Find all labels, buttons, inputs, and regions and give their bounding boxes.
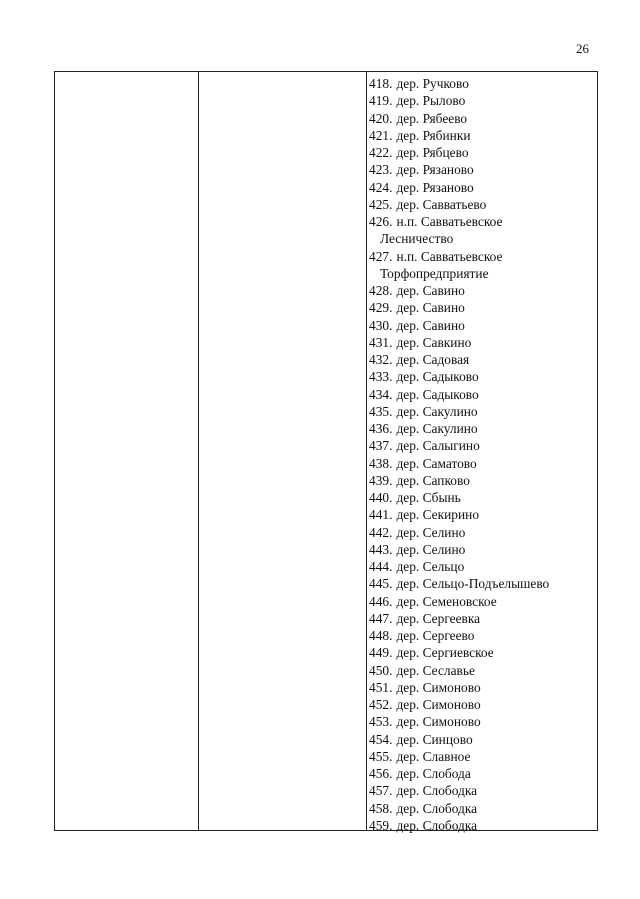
entry-number: 449. [369, 645, 393, 661]
list-item [369, 782, 595, 799]
list-item [369, 179, 595, 196]
list-item [369, 127, 595, 144]
entry-name: дер. Саматово [396, 455, 477, 471]
entry-number: 453. [369, 714, 393, 730]
entry-number: 455. [369, 748, 393, 764]
entry-name: дер. Рылово [396, 93, 466, 109]
list-item [369, 403, 595, 420]
entry-number: 433. [369, 369, 393, 385]
entry-name: дер. Сеславье [396, 662, 475, 678]
list-item [369, 472, 595, 489]
entry-number: 437. [369, 438, 393, 454]
list-item [369, 489, 595, 506]
page-number: 26 [576, 41, 589, 56]
list-item [369, 541, 595, 558]
entry-number: 448. [369, 628, 393, 643]
list-item [369, 248, 595, 283]
entry-number: 427. [369, 248, 393, 264]
entry-number: 442. [369, 524, 393, 540]
entry-name: дер. Садыково [396, 369, 479, 385]
entry-number: 459. [369, 817, 393, 833]
entry-name: дер. Сергеевка [396, 610, 481, 626]
list-item [369, 817, 595, 834]
entry-name: дер. Симоново [396, 697, 481, 712]
entry-name-continuation: Лесничество [380, 231, 454, 247]
entry-number: 421. [369, 127, 393, 143]
entry-name: дер. Савватьево [396, 196, 487, 212]
entry-name: дер. Рябцево [396, 145, 469, 160]
entry-name: н.п. Савватьевское [396, 214, 503, 229]
entry-name: дер. Садыково [396, 386, 479, 402]
list-item [369, 765, 595, 782]
entry-name: дер. Сакулино [396, 403, 478, 419]
entry-number: 441. [369, 507, 393, 523]
list-item [369, 731, 595, 748]
list-item [369, 696, 595, 713]
list-item [369, 161, 595, 178]
entry-number: 435. [369, 403, 393, 419]
list-item [369, 506, 595, 523]
entry-name: дер. Садовая [396, 352, 470, 367]
entry-name: дер. Рязаново [396, 162, 474, 178]
list-item [369, 420, 595, 437]
entry-number: 423. [369, 162, 393, 178]
entry-name: дер. Сельцо-Подъелышево [396, 576, 550, 592]
entry-number: 419. [369, 93, 393, 109]
entry-number: 432. [369, 352, 393, 367]
entry-number: 446. [369, 593, 393, 609]
entry-name: дер. Рябеево [396, 110, 468, 126]
list-item [369, 800, 595, 817]
entry-number: 451. [369, 679, 393, 695]
column-divider [198, 72, 199, 830]
entry-number: 438. [369, 455, 393, 471]
entry-name: дер. Сакулино [396, 421, 478, 436]
entry-name: дер. Славное [396, 748, 471, 764]
entry-number: 424. [369, 179, 393, 195]
list-item [369, 593, 595, 610]
column-divider [366, 72, 367, 830]
entry-name: дер. Селино [396, 524, 466, 540]
list-item [369, 558, 595, 575]
entry-number: 429. [369, 300, 393, 316]
entry-name: дер. Сергиевское [396, 645, 494, 661]
entry-name: дер. Секирино [396, 507, 480, 523]
entry-name: дер. Сбынь [396, 490, 461, 505]
list-item [369, 334, 595, 351]
list-item [369, 455, 595, 472]
entry-name: дер. Селино [396, 541, 466, 557]
entry-name: дер. Синцово [396, 731, 473, 747]
entry-number: 420. [369, 110, 393, 126]
entry-name: дер. Савино [396, 300, 465, 316]
entry-number: 440. [369, 490, 393, 505]
list-item [369, 610, 595, 627]
entry-name: дер. Сапково [396, 472, 470, 488]
entry-number: 428. [369, 283, 393, 298]
list-item [369, 75, 595, 92]
entry-name: дер. Рязаново [396, 179, 474, 195]
entry-name: дер. Симоново [396, 679, 481, 695]
entry-name: дер. Семеновское [396, 593, 497, 609]
entry-number: 434. [369, 386, 393, 402]
entry-number: 443. [369, 541, 393, 557]
list-item [369, 679, 595, 696]
list-item [369, 524, 595, 541]
list-item [369, 351, 595, 368]
entry-number: 425. [369, 196, 393, 212]
entry-number: 418. [369, 76, 393, 91]
entry-name: дер. Савкино [396, 334, 472, 350]
entry-number: 444. [369, 559, 393, 574]
list-item [369, 92, 595, 109]
entry-number: 452. [369, 697, 393, 712]
entry-name: дер. Савино [396, 317, 465, 333]
list-item [369, 627, 595, 644]
entry-name: дер. Слобода [396, 766, 471, 781]
list-item [369, 196, 595, 213]
list-item [369, 110, 595, 127]
list-item [369, 282, 595, 299]
entry-number: 436. [369, 421, 393, 436]
entry-name: дер. Слободка [396, 783, 478, 799]
entry-name: дер. Сельцо [396, 559, 465, 574]
entry-number: 447. [369, 610, 393, 626]
entry-name: дер. Савино [396, 283, 465, 298]
list-item [369, 213, 595, 248]
list-item [369, 368, 595, 385]
entry-number: 454. [369, 731, 393, 747]
settlement-list [369, 75, 595, 834]
entry-number: 439. [369, 472, 393, 488]
entry-name: дер. Слободка [396, 800, 478, 816]
entry-number: 450. [369, 662, 393, 678]
list-item [369, 144, 595, 161]
list-item [369, 386, 595, 403]
entry-number: 426. [369, 214, 393, 229]
entry-name-continuation: Торфопредприятие [380, 265, 489, 281]
entry-name: дер. Салыгино [396, 438, 480, 454]
entry-name: дер. Сергеево [396, 628, 475, 643]
list-item [369, 748, 595, 765]
list-item [369, 437, 595, 454]
list-item [369, 644, 595, 661]
entry-number: 456. [369, 766, 393, 781]
entry-name: н.п. Савватьевское [396, 248, 503, 264]
list-item [369, 713, 595, 730]
entry-number: 431. [369, 334, 393, 350]
entry-number: 430. [369, 317, 393, 333]
entry-number: 457. [369, 783, 393, 799]
list-item [369, 317, 595, 334]
entry-name: дер. Ручково [396, 76, 469, 91]
entry-number: 422. [369, 145, 393, 160]
entry-name: дер. Рябинки [396, 127, 471, 143]
list-item [369, 299, 595, 316]
entry-number: 458. [369, 800, 393, 816]
list-item [369, 662, 595, 679]
entry-name: дер. Слободка [396, 817, 478, 833]
entry-name: дер. Симоново [396, 714, 481, 730]
settlements-table [54, 71, 598, 831]
list-item [369, 575, 595, 592]
entry-number: 445. [369, 576, 393, 592]
